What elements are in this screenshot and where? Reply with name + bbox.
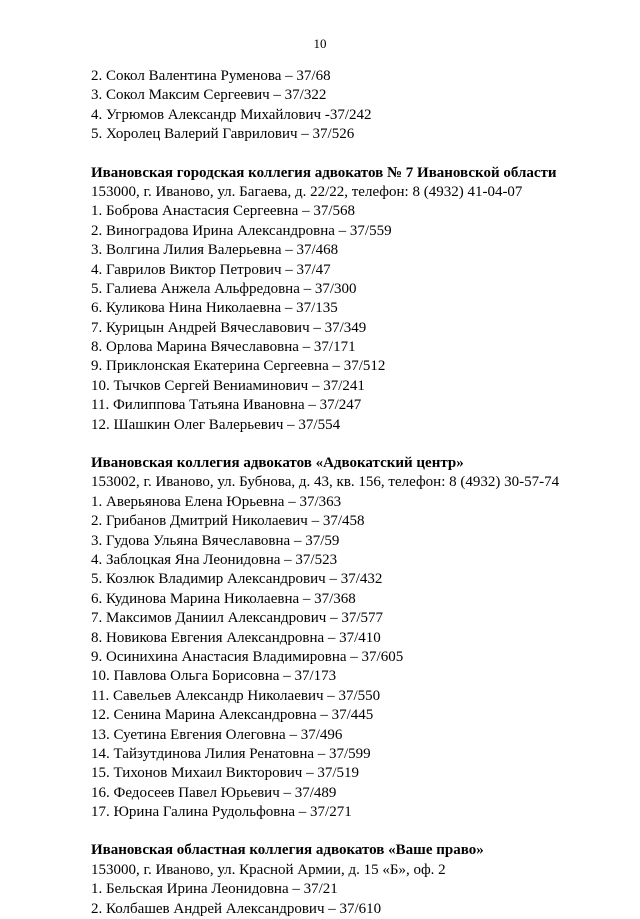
section-gap	[91, 145, 621, 164]
list-item: 11. Филиппова Татьяна Ивановна – 37/247	[91, 397, 362, 414]
list-item: 5. Козлюк Владимир Александрович – 37/432	[91, 571, 383, 588]
list-item: 4. Угрюмов Александр Михайлович -37/242	[91, 106, 372, 123]
list-item: 10. Павлова Ольга Борисовна – 37/173	[91, 668, 337, 685]
list-item: 10. Тычков Сергей Вениаминович – 37/241	[91, 377, 365, 394]
list-item: 2. Колбашев Андрей Александрович – 37/610	[91, 900, 382, 917]
list-item: 12. Сенина Марина Александровна – 37/445	[91, 707, 374, 724]
list-item: 5. Галиева Анжела Альфредовна – 37/300	[91, 280, 357, 297]
section-gap	[91, 435, 621, 454]
list-item: 1. Боброва Анастасия Сергеевна – 37/568	[91, 203, 355, 220]
section-your-right	[91, 841, 621, 919]
list-item: 2. Грибанов Дмитрий Николаевич – 37/458	[91, 513, 365, 530]
list-item: 3. Сокол Максим Сергеевич – 37/322	[91, 87, 327, 104]
list-item: 1. Аверьянова Елена Юрьевна – 37/363	[91, 493, 342, 510]
list-item: 3. Волгина Лилия Валерьевна – 37/468	[91, 242, 339, 259]
list-item: 4. Гаврилов Виктор Петрович – 37/47	[91, 261, 331, 278]
section-gap	[91, 822, 621, 841]
intro-list	[91, 67, 621, 145]
document-body	[91, 67, 621, 919]
list-item: 5. Хоролец Валерий Гаврилович – 37/526	[91, 126, 355, 143]
list-item: 12. Шашкин Олег Валерьевич – 37/554	[91, 416, 341, 433]
list-item: 7. Максимов Даниил Александрович – 37/577	[91, 610, 383, 627]
list-item: 4. Заблоцкая Яна Леонидовна – 37/523	[91, 551, 338, 568]
list-item: 9. Приклонская Екатерина Сергеевна – 37/512	[91, 358, 386, 375]
list-item: 1. Бельская Ирина Леонидовна – 37/21	[91, 881, 338, 898]
list-item: 13. Суетина Евгения Олеговна – 37/496	[91, 726, 343, 743]
list-item: 8. Новикова Евгения Александровна – 37/410	[91, 629, 381, 646]
list-item: 2. Сокол Валентина Руменова – 37/68	[91, 68, 331, 84]
list-item: 6. Кудинова Марина Николаевна – 37/368	[91, 590, 356, 607]
list-item: 3. Гудова Ульяна Вячеславовна – 37/59	[91, 532, 340, 549]
section-title: Ивановская городская коллегия адвокатов № 7 Ивановской области	[91, 164, 557, 181]
list-item: 8. Орлова Марина Вячеславовна – 37/171	[91, 339, 356, 356]
section-title: Ивановская областная коллегия адвокатов «Ваше право»	[91, 842, 484, 859]
list-item: 16. Федосеев Павел Юрьевич – 37/489	[91, 784, 337, 801]
list-item: 17. Юрина Галина Рудольфовна – 37/271	[91, 804, 352, 821]
list-item: 15. Тихонов Михаил Викторович – 37/519	[91, 765, 359, 782]
section-advocate-center	[91, 454, 621, 822]
list-item: 11. Савельев Александр Николаевич – 37/550	[91, 687, 381, 704]
list-item: 2. Виноградова Ирина Александровна – 37/559	[91, 222, 392, 239]
list-item: 7. Курицын Андрей Вячеславович – 37/349	[91, 319, 367, 336]
section-address: 153000, г. Иваново, ул. Багаева, д. 22/22, телефон: 8 (4932) 41-04-07	[91, 183, 523, 200]
list-item: 9. Осинихина Анастасия Владимировна – 37/605	[91, 648, 404, 665]
section-bar-7	[91, 164, 621, 435]
list-item: 14. Тайзутдинова Лилия Ренатовна – 37/599	[91, 745, 371, 762]
section-title: Ивановская коллегия адвокатов «Адвокатский центр»	[91, 455, 464, 472]
page-number: 10	[313, 36, 327, 51]
section-address: 153002, г. Иваново, ул. Бубнова, д. 43, кв. 156, телефон: 8 (4932) 30-57-74	[91, 474, 560, 491]
section-address: 153000, г. Иваново, ул. Красной Армии, д. 15 «Б», оф. 2	[91, 861, 446, 878]
list-item: 6. Куликова Нина Николаевна – 37/135	[91, 300, 338, 317]
